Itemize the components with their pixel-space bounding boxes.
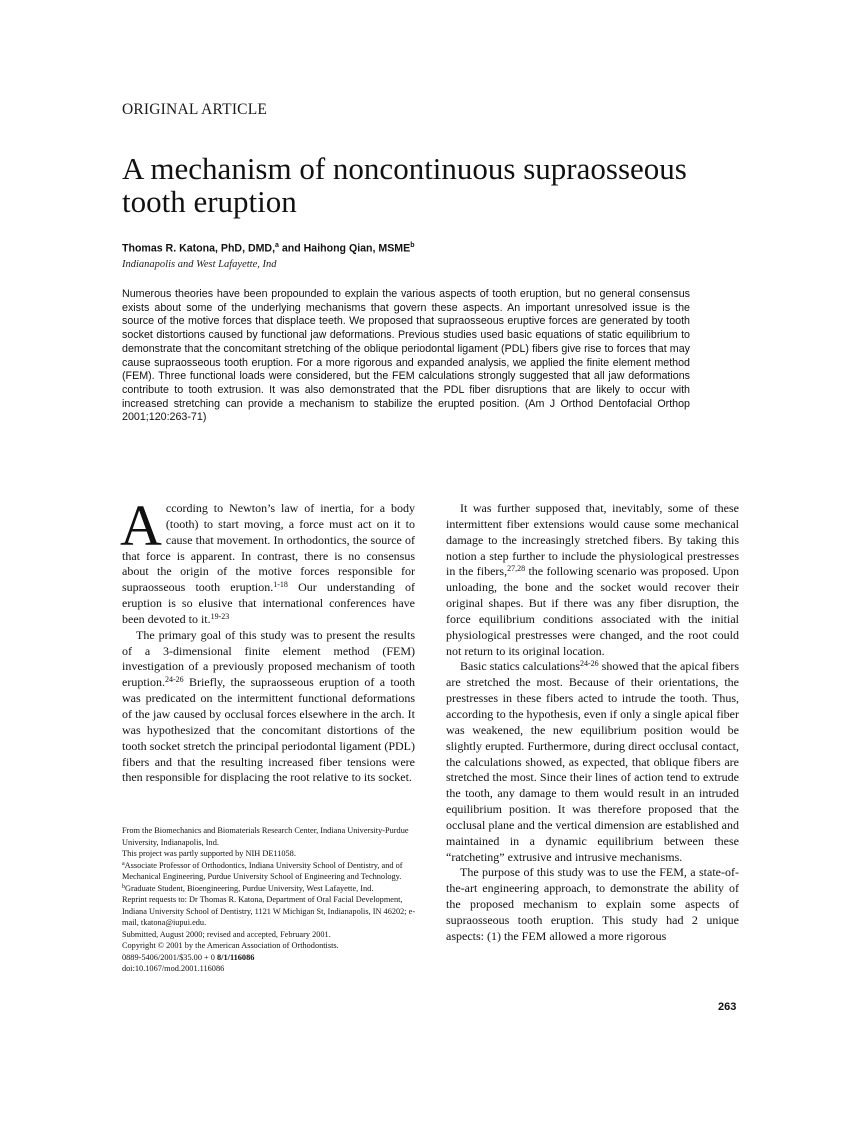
footnote-author-b	[122, 883, 420, 895]
body-column-left	[120, 493, 415, 786]
citation-ref[interactable]: 27,28	[507, 564, 526, 574]
body-paragraph: The purpose of this study was to use the FEM, a state-of-the-art engineering approach, to demonstrate the ability of the proposed mechanism to explain some aspects of supraosseous tooth eruption. This study had 2 unique aspects: (1) the FEM allowed a more rigorous	[446, 865, 739, 943]
affiliation-mark-b: b	[410, 242, 415, 249]
paragraph-text: Basic statics calculations	[460, 659, 580, 674]
footnotes	[122, 825, 420, 975]
footnote-text: Associate Professor of Orthodontics, Indiana University School of Dentistry, and of Mechanical Engineering, Purdue University School of Engineering and Technology.	[122, 860, 403, 881]
paragraph-text: The primary goal of this study was to present the results of a 3-dimensional finite element method (FEM) investigation of a previously proposed mechanism of tooth eruption.	[122, 627, 415, 690]
body-paragraph	[446, 501, 739, 659]
drop-cap: A	[120, 493, 162, 558]
author-location: Indianapolis and West Lafayette, Ind	[122, 259, 277, 270]
footnote-copyright: Copyright © 2001 by the American Association of Orthodontists.	[122, 941, 339, 950]
footnote-funding: This project was partly supported by NIH DE11058.	[122, 849, 296, 858]
body-paragraph	[446, 659, 739, 865]
citation-ref[interactable]: 24-26	[579, 659, 599, 669]
footnote-text: Graduate Student, Bioengineering, Purdue University, West Lafayette, Ind.	[125, 883, 374, 893]
citation-ref[interactable]: 1-18	[273, 580, 288, 590]
footnote-mark: a	[122, 860, 125, 867]
footnote-author-a	[122, 860, 420, 883]
footnote-institution: From the Biomechanics and Biomaterials Research Center, Indiana University-Purdue University, Indianapolis, Ind.	[122, 826, 409, 847]
body-paragraph	[122, 628, 415, 786]
footnote-mark: b	[122, 883, 125, 890]
body-paragraph	[120, 493, 415, 628]
body-column-right	[446, 501, 739, 945]
page-number: 263	[718, 1001, 737, 1013]
paragraph-text: ccording to Newton’s law of inertia, for a body (tooth) to start moving, a force must act on it to cause that movement. In orthodontics, the source of that force is apparent. In contrast, there is no consensus about the origin of the motive forces responsible for supraosseous tooth eruption.	[122, 501, 415, 595]
author-line	[122, 242, 414, 255]
citation-ref[interactable]: 19-23	[210, 611, 230, 621]
footnote-reprint: Reprint requests to: Dr Thomas R. Katona, Department of Oral Facial Development, Indiana University School of Dentistry, 1121 W Michigan St, Indianapolis, IN 46202; e-mail, tkatona@iupui.edu.	[122, 895, 416, 927]
footnote-doi: doi:10.1067/mod.2001.116086	[122, 964, 225, 973]
paragraph-text: showed that the apical fibers are stretched the most. Because of their orientations, the prestresses in these fibers acted to intrude the tooth. Thus, according to the hypothesis, even if only a single apical fiber was weakened, the new equilibrium position would be slightly erupted. Furthermore, during direct occlusal contact, the calculations showed, as expected, that oblique fibers are stretched the most. Since their lines of action tend to extrude the tooth, any damage to them would result in an intruded equilibrium position. It was therefore proposed that the occlusal plane and the vertical dimension are established and maintained in a dynamic equilibrium between these “ratcheting” extrusive and intrusive mechanisms.	[446, 659, 739, 864]
citation-ref[interactable]: 24-26	[165, 675, 184, 685]
paragraph-text: the following scenario was proposed. Upon unloading, the bone and the socket would recover their original shapes. But if there was any fiber disruption, the force equilibrium conditions associated with the initial physiological prestresses were changed, and the root could not return to its original location.	[446, 564, 739, 658]
section-label: ORIGINAL ARTICLE	[122, 101, 268, 118]
article-title: A mechanism of noncontinuous supraosseous tooth eruption	[122, 151, 687, 219]
affiliation-mark-a: a	[275, 242, 279, 249]
issn-code: 8/1/116086	[217, 952, 255, 962]
footnote-submitted: Submitted, August 2000; revised and accepted, February 2001.	[122, 929, 331, 939]
abstract: Numerous theories have been propounded to explain the various aspects of tooth eruption, but no general consensus exists about some of the underlying mechanisms that govern these aspects. An important unresolved issue is the source of the motive forces that displace teeth. We proposed that supraosseous eruptive forces are generated by tooth socket distortions caused by functional jaw deformations. Previous studies used basic equations of static equilibrium to demonstrate that the concomitant stretching of the oblique periodontal ligament (PDL) fibers give rise to forces that may cause supraosseous tooth eruption. For a more rigorous and expanded analysis, we applied the finite element method (FEM). Three functional loads were considered, but the FEM calculations strongly suggested that all jaw deformations contribute to tooth extrusion. It was also demonstrated that the PDL fiber disruptions that are likely to occur with increased stretching can provide a mechanism to stabilize the erupted position. (Am J Orthod Dentofacial Orthop 2001;120:263-71)	[122, 288, 690, 424]
paragraph-text: Our understanding of eruption is so elusive that international conferences have been devoted to it.	[122, 580, 415, 626]
issn-text: 0889-5406/2001/$35.00 + 0	[122, 952, 218, 962]
author-qian: and Haihong Qian, MSME	[278, 242, 411, 255]
paragraph-text: Briefly, the supraosseous eruption of a tooth was predicated on the intermittent functional deformations of the jaw caused by occlusal forces elsewhere in the arch. It was hypothesized that the concomitant distortions of the tooth socket stretch the principal periodontal ligament (PDL) fibers and that the resulting increased fiber tensions were then responsible for displacing the root relative to its socket.	[122, 675, 415, 785]
paragraph-text: It was further supposed that, inevitably, some of these intermittent fiber extensions would cause some mechanical damage to the increasingly stretched fibers. By taking this notion a step further to include the physiological prestresses in the fibers,	[446, 501, 739, 579]
footnote-issn	[122, 952, 420, 964]
author-katona: Thomas R. Katona, PhD, DMD,	[122, 242, 276, 255]
